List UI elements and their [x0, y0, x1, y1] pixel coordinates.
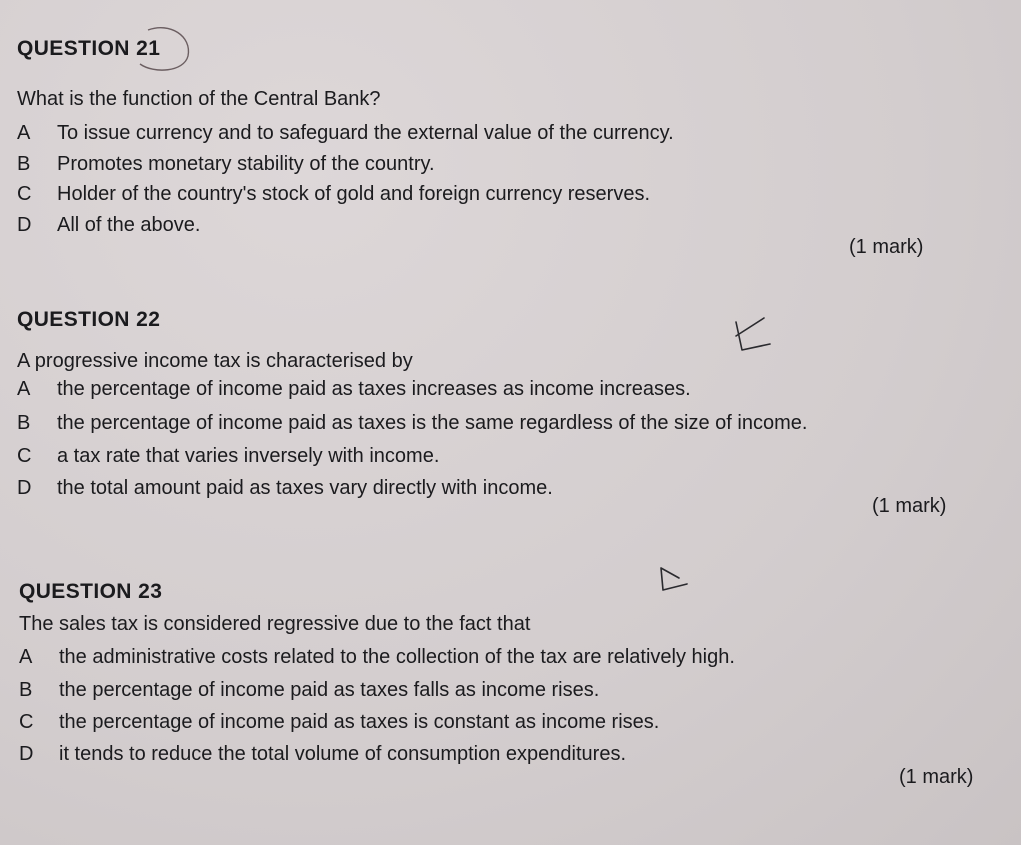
- option-text: the percentage of income paid as taxes is the same regardless of the size of income.: [57, 412, 808, 434]
- option-letter: D: [19, 743, 34, 765]
- question-21-stem: What is the function of the Central Bank?: [17, 88, 381, 110]
- question-21-heading: QUESTION 21: [17, 37, 161, 60]
- question-21-option-d[interactable]: [17, 214, 200, 237]
- question-23-option-a[interactable]: [19, 646, 735, 669]
- question-23-mark: (1 mark): [899, 766, 974, 788]
- option-text: Holder of the country's stock of gold and foreign currency reserves.: [57, 183, 650, 205]
- question-23-option-d[interactable]: [19, 743, 626, 766]
- question-22-stem: A progressive income tax is characterised by: [17, 350, 413, 372]
- option-text: a tax rate that varies inversely with income.: [57, 445, 440, 467]
- option-letter: A: [17, 122, 31, 144]
- option-text: Promotes monetary stability of the country.: [57, 153, 435, 175]
- option-letter: B: [17, 412, 31, 434]
- option-text: the percentage of income paid as taxes increases as income increases.: [57, 378, 691, 400]
- option-letter: A: [17, 378, 31, 400]
- option-text: All of the above.: [57, 214, 201, 236]
- option-letter: A: [19, 646, 33, 668]
- question-21-mark: (1 mark): [849, 236, 924, 258]
- question-21-option-b[interactable]: [17, 153, 435, 176]
- question-22-option-a[interactable]: [17, 378, 691, 401]
- option-letter: B: [19, 679, 33, 701]
- question-22-option-c[interactable]: [17, 445, 439, 468]
- option-letter: D: [17, 477, 32, 499]
- option-text: it tends to reduce the total volume of consumption expenditures.: [59, 743, 627, 765]
- option-text: the percentage of income paid as taxes is constant as income rises.: [59, 711, 660, 733]
- question-22-option-d[interactable]: [17, 477, 553, 500]
- handwritten-answer-a-mark: [655, 562, 695, 596]
- option-text: the total amount paid as taxes vary directly with income.: [57, 477, 553, 499]
- option-letter: C: [19, 711, 34, 733]
- question-23-option-b[interactable]: [19, 679, 599, 702]
- option-letter: C: [17, 183, 32, 205]
- question-23-option-c[interactable]: [19, 711, 659, 734]
- question-21-option-c[interactable]: [17, 183, 650, 206]
- question-23-heading: QUESTION 23: [19, 580, 163, 603]
- handwritten-answer-a-mark: [730, 314, 780, 360]
- option-letter: B: [17, 153, 31, 175]
- question-22-option-b[interactable]: [17, 412, 807, 435]
- question-21-option-a[interactable]: [17, 122, 674, 145]
- option-letter: C: [17, 445, 32, 467]
- option-text: To issue currency and to safeguard the external value of the currency.: [57, 122, 674, 144]
- question-22-mark: (1 mark): [872, 495, 947, 517]
- option-text: the administrative costs related to the collection of the tax are relatively high.: [59, 646, 735, 668]
- option-text: the percentage of income paid as taxes falls as income rises.: [59, 679, 600, 701]
- question-23-stem: The sales tax is considered regressive due to the fact that: [19, 613, 531, 635]
- option-letter: D: [17, 214, 32, 236]
- question-22-heading: QUESTION 22: [17, 308, 161, 331]
